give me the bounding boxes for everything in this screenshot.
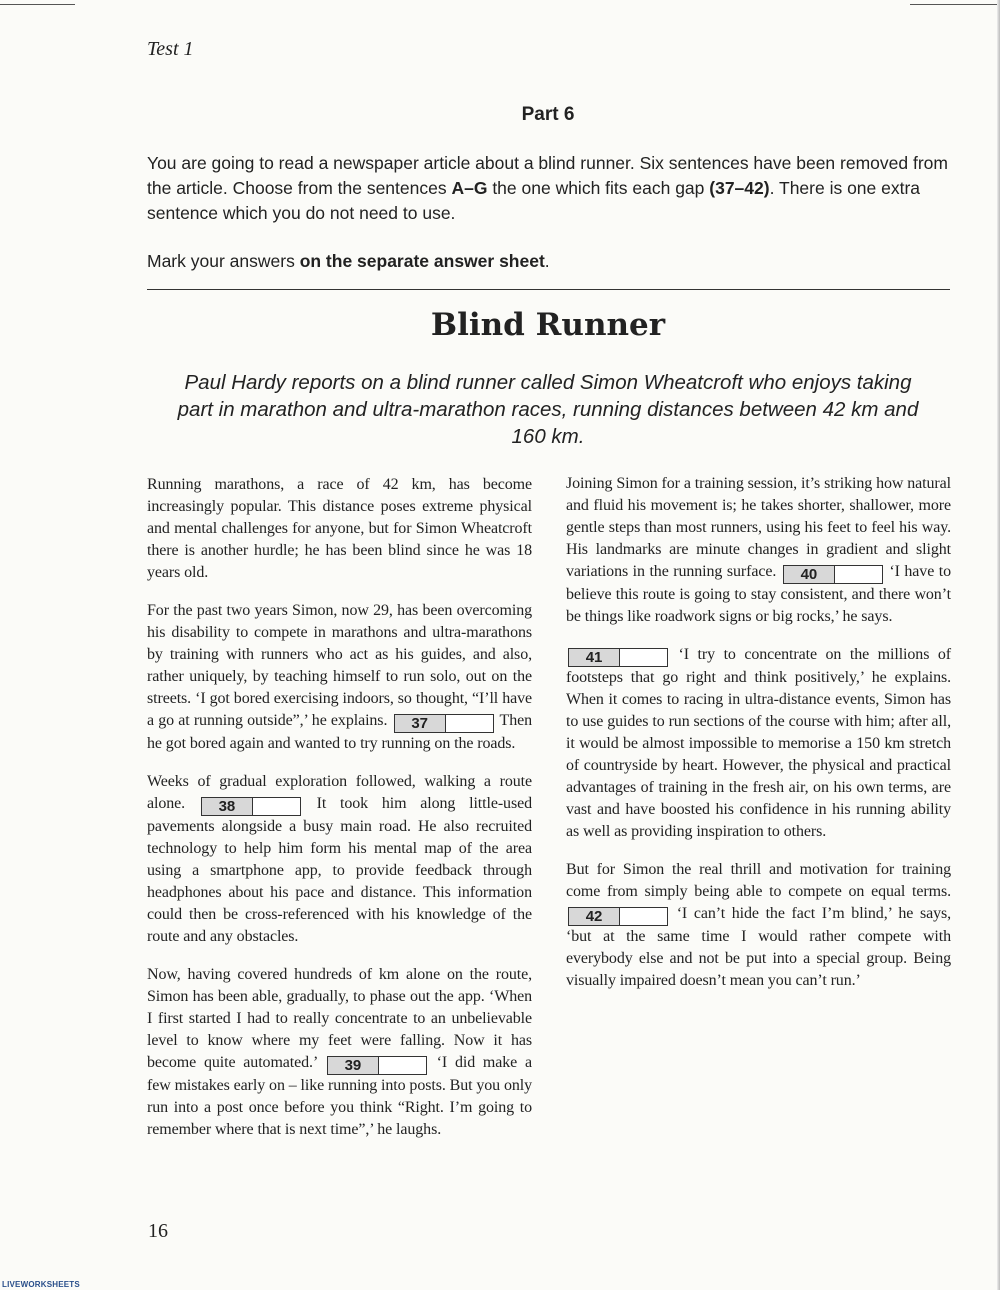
article-column-left [147, 474, 532, 1157]
paragraph-5-text-b: ‘I have to believe this route is going to stay consistent, and there won’t be things like roadwork signs or big rocks,’ he says. [566, 563, 952, 625]
part-title: Part 6 [521, 104, 575, 125]
page-number: 16 [148, 1220, 168, 1242]
gap-41-number: 41 [569, 649, 620, 666]
paragraph-3 [147, 771, 532, 948]
answer-instruction [147, 251, 550, 272]
watermark-logo: LIVEWORKSHEETS [2, 1280, 80, 1289]
test-header: Test 1 [147, 38, 194, 60]
gap-37-box[interactable] [394, 714, 494, 733]
paragraph-7-text-b: ‘I can’t hide the fact I’m blind,’ he says, ‘but at the same time I would rather compete with everybody else and not be put into a special group. Being visually impaired doesn’t mean you can’t run.’ [566, 905, 951, 989]
gap-40-number: 40 [784, 566, 835, 583]
paragraph-3-text-b: It took him along little-used pavements alongside a busy main road. He also recruited technology to help him form his mental map of the area using a smartphone app, to provide feedback through headphones about his pace and distance. This information could then be cross-referenced with his knowledge of the route and any obstacles. [147, 795, 532, 945]
paragraph-2-text-a: For the past two years Simon, now 29, has been overcoming his disability to compete in marathons and ultra-marathons by training with runners who act as his guides, and also, rather uniquely, by teaching himself to run solo, out on the streets. ‘I got bored exercising indoors, so thought, “I’ll have a go at running outside”,’ he explains. [147, 602, 532, 729]
paragraph-3-text-a: Weeks of gradual exploration followed, walking a route alone. [147, 773, 532, 812]
paragraph-5-text-a: Joining Simon for a training session, it’s striking how natural and fluid his movement is; he takes shorter, shallower, more gentle steps than most runners, using his feet to feel his way. His landmarks are minute changes in gradient and slight variations in the running surface. [566, 475, 951, 580]
gap-39-box[interactable] [327, 1056, 427, 1075]
top-edge-rule [0, 4, 75, 5]
paragraph-4-text-b: ‘I did make a few mistakes early on – like running into posts. But you only run into a post once before you think “Right. I’m going to remember where that is next time”,’ he laughs. [147, 1054, 533, 1138]
gap-38-box[interactable] [201, 797, 301, 816]
paragraph-4 [147, 964, 532, 1141]
gap-38-number: 38 [202, 798, 253, 815]
paragraph-4-text-a: Now, having covered hundreds of km alone on the route, Simon has been able, gradually, to phase out the app. ‘When I first started I had to really concentrate to an unbelievable level to know where my feet were falling. Now it has become quite automated.’ [147, 966, 532, 1071]
mark-bold: on the separate answer sheet [299, 251, 545, 271]
paragraph-2 [147, 600, 532, 755]
instructions [147, 151, 957, 226]
gap-40-box[interactable] [783, 565, 883, 584]
instructions-bold-1: A–G [451, 178, 488, 198]
paragraph-7-text-a: But for Simon the real thrill and motivation for training come from simply being able to compete on equal terms. [566, 861, 951, 900]
instructions-text-2: the one which fits each gap [487, 178, 710, 198]
section-divider [147, 289, 950, 290]
instructions-text-1: You are going to read a newspaper article about a blind runner. Six sentences have been removed from the article. Choose from the sentences [147, 153, 948, 198]
gap-42-box[interactable] [568, 907, 668, 926]
paragraph-5 [566, 473, 951, 628]
paragraph-1: Running marathons, a race of 42 km, has become increasingly popular. This distance poses extreme physical and mental challenges for anyone, but for Simon Wheatcroft there is another hurdle; he has been blind since he was 18 years old. [147, 476, 532, 581]
article-subtitle: Paul Hardy reports on a blind runner called Simon Wheatcroft who enjoys taking part in marathon and ultra-marathon races, running distances between 42 km and 160 km. [177, 371, 919, 448]
article-column-right [566, 473, 951, 1008]
gap-42-number: 42 [569, 908, 620, 925]
top-edge-rule-right [910, 4, 1000, 5]
gap-41-box[interactable] [568, 648, 668, 667]
mark-text-2: . [544, 251, 550, 271]
paragraph-6-text: ‘I try to concentrate on the millions of footsteps that go right and think positively,’ he explains. When it comes to racing in ultra-distance events, Simon has to use guides to run sections of the course with him; after all, it would be almost impossible to memorise a 150 km stretch of countryside by heart. However, the physical and practical advantages of training in the fresh air, on his own terms, are vast and have boosted his confidence in his running ability as well as providing inspiration to others. [566, 646, 951, 840]
instructions-text-3: . There is one extra sentence which you do not need to use. [147, 178, 921, 223]
mark-text-1: Mark your answers [147, 251, 300, 271]
paragraph-2-text-b: Then he got bored again and wanted to try running on the roads. [147, 712, 532, 752]
paragraph-7 [566, 859, 951, 992]
paragraph-6 [566, 644, 951, 843]
gap-37-number: 37 [395, 715, 446, 732]
gap-39-number: 39 [328, 1057, 379, 1074]
article-title: Blind Runner [430, 307, 666, 343]
instructions-bold-2: (37–42) [709, 178, 770, 198]
